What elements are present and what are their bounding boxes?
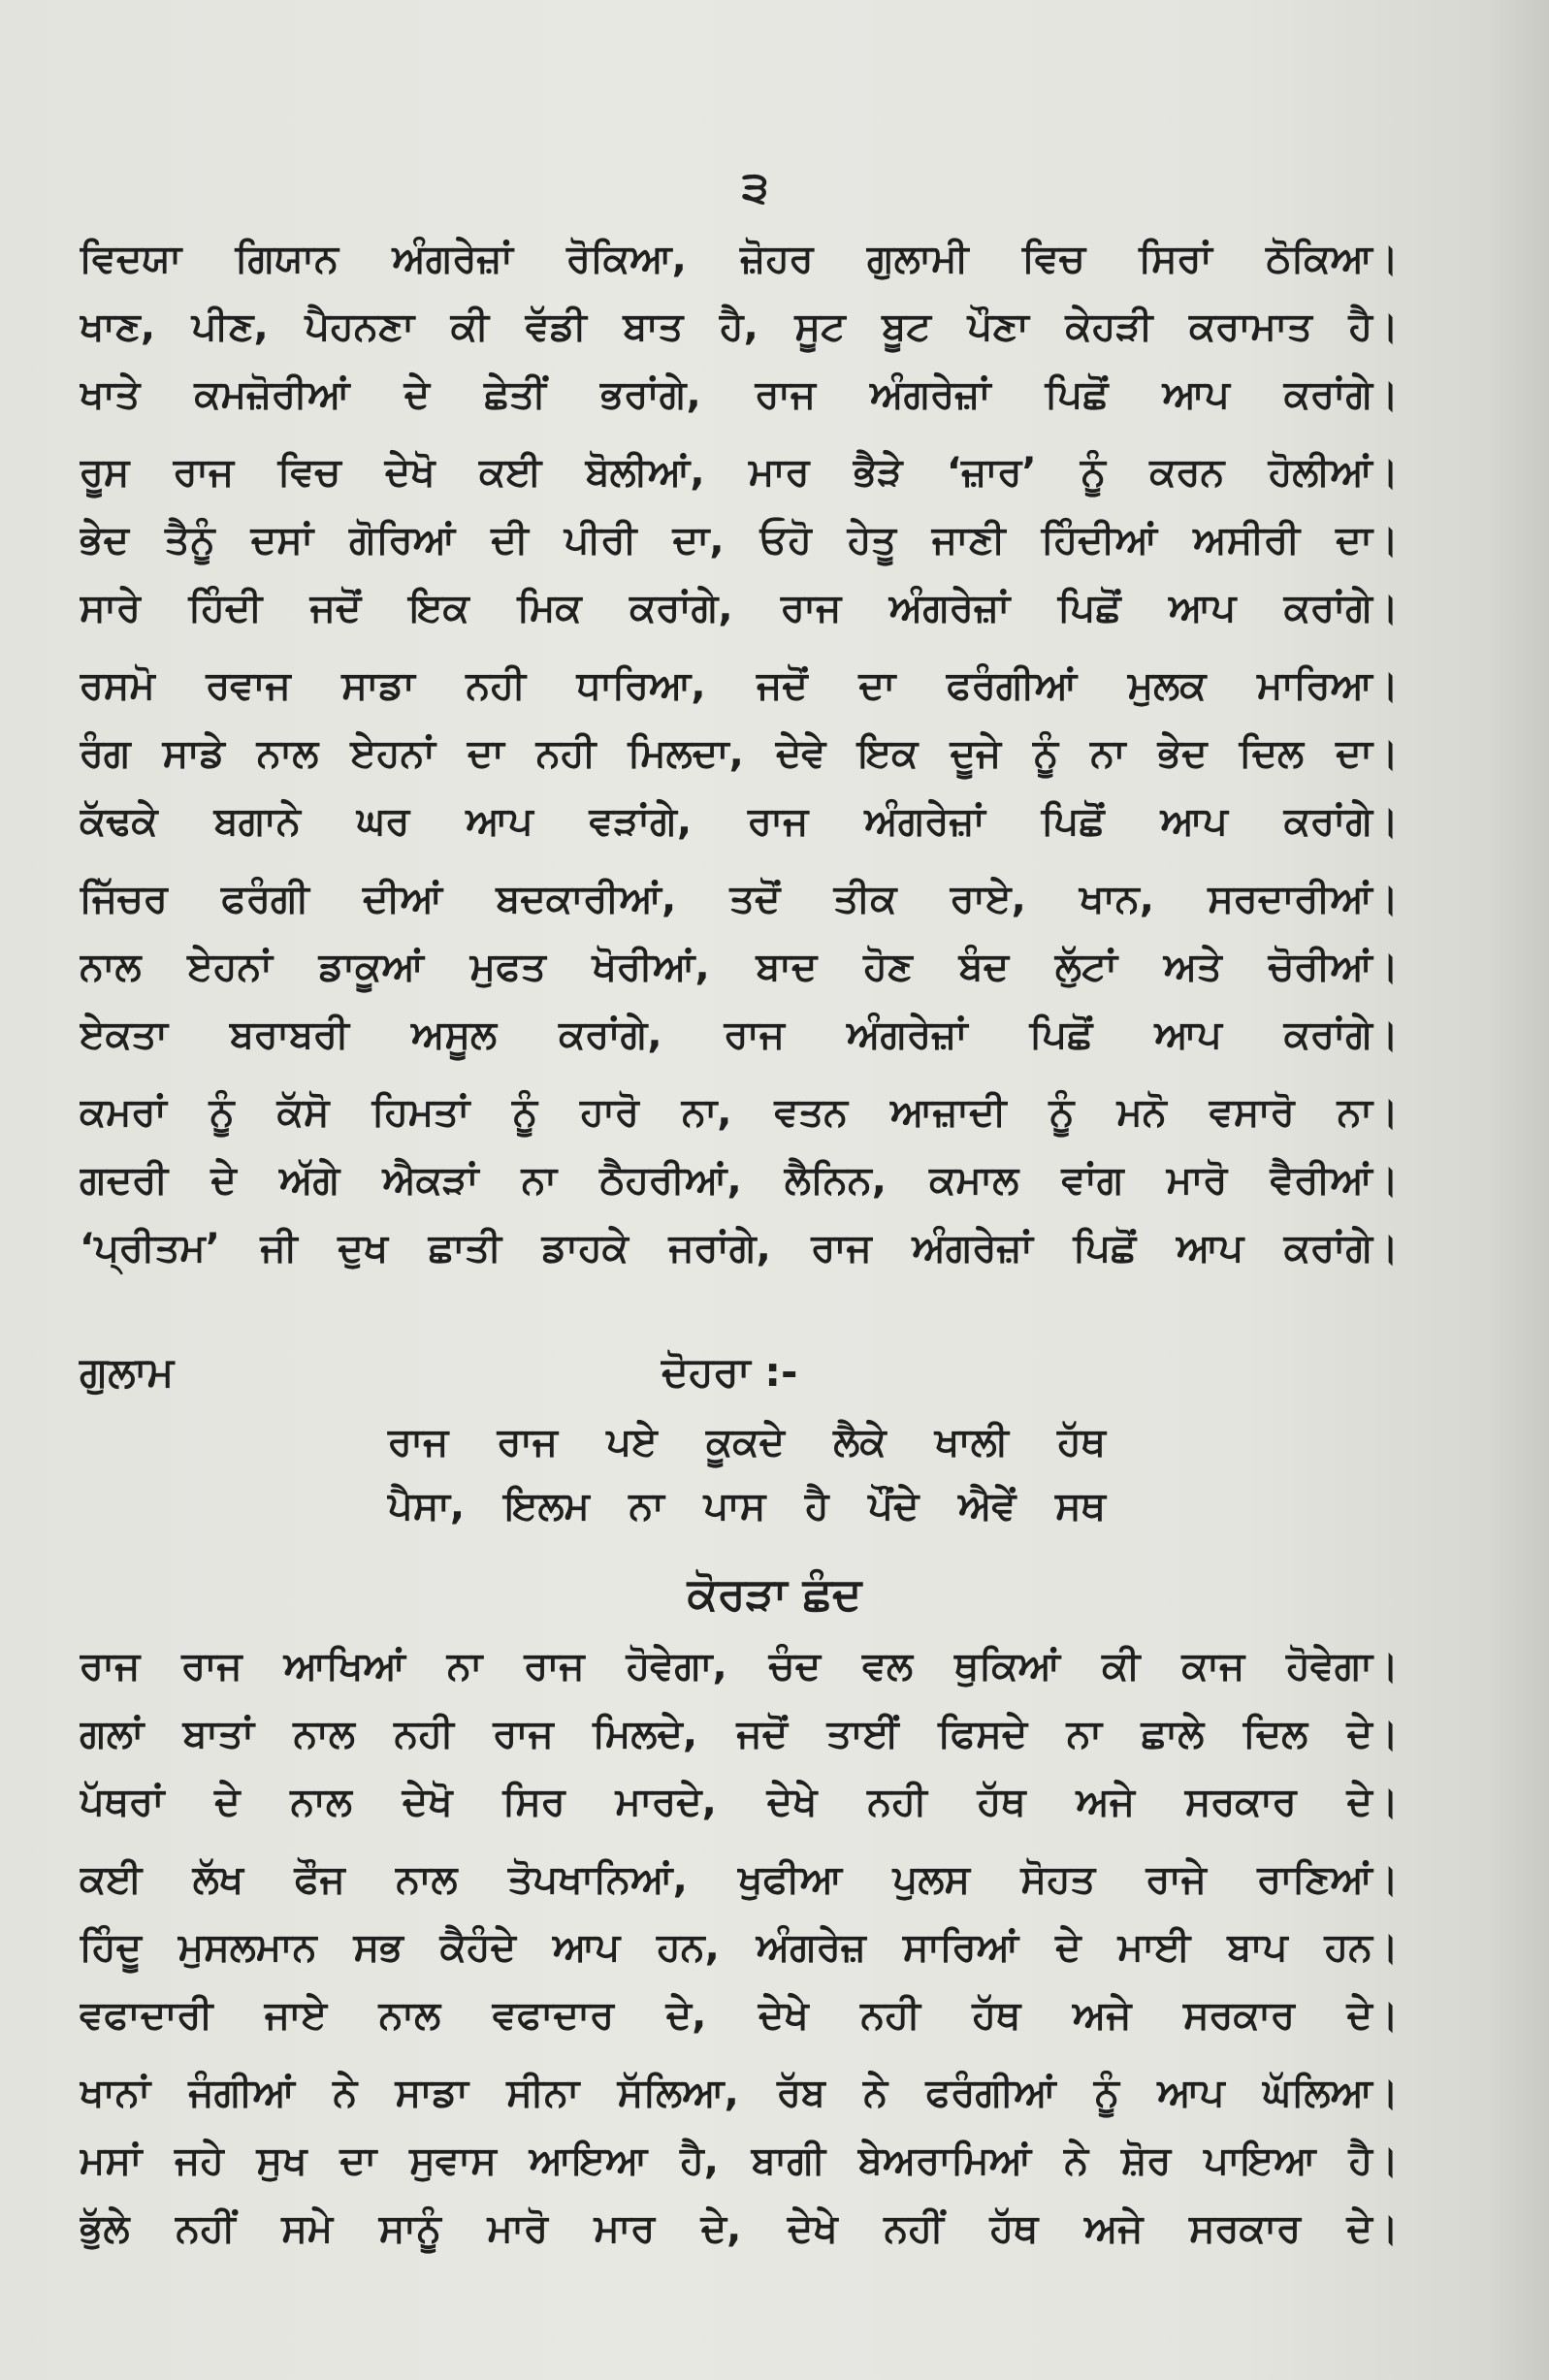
verse-line: ਕਮਰਾਂ ਨੂੰ ਕੱਸੋ ਹਿਮਤਾਂ ਨੂੰ ਹਾਰੋ ਨਾ, ਵਤਨ ਆਜ਼ਾਦੀ ਨੂੰ ਮਨੋ ਵਸਾਰੋ ਨਾ। bbox=[80, 1090, 1399, 1135]
heading-row bbox=[80, 1338, 1399, 1406]
stanza-8 bbox=[80, 2059, 1399, 2263]
stanza-3 bbox=[80, 652, 1399, 855]
verse-line: ਏਕਤਾ ਬਰਾਬਰੀ ਅਸੂਲ ਕਰਾਂਗੇ, ਰਾਜ ਅੰਗਰੇਜ਼ਾਂ ਪਿਛੋਂ ਆਪ ਕਰਾਂਗੇ। bbox=[80, 1013, 1399, 1057]
verse-line: ਜਿੱਚਰ ਫਰੰਗੀ ਦੀਆਂ ਬਦਕਾਰੀਆਂ, ਤਦੋਂ ਤੀਕ ਰਾਏ, ਖਾਨ, ਸਰਦਾਰੀਆਂ। bbox=[80, 877, 1399, 921]
verse-line: ਰੰਗ ਸਾਡੇ ਨਾਲ ਏਹਨਾਂ ਦਾ ਨਹੀ ਮਿਲਦਾ, ਦੇਵੇ ਇਕ ਦੂਜੇ ਨੂੰ ਨਾ ਭੇਦ ਦਿਲ ਦਾ। bbox=[80, 731, 1399, 776]
poem-part-2 bbox=[80, 1632, 1399, 2272]
stanza-1 bbox=[80, 225, 1399, 429]
verse-line: ਸਾਰੇ ਹਿੰਦੀ ਜਦੋਂ ਇਕ ਮਿਕ ਕਰਾਂਗੇ, ਰਾਜ ਅੰਗਰੇਜ਼ਾਂ ਪਿਛੋਂ ਆਪ ਕਰਾਂਗੇ। bbox=[80, 586, 1399, 630]
stanza-5 bbox=[80, 1078, 1399, 1282]
verse-line: ਰਾਜ ਰਾਜ ਆਖਿਆਂ ਨਾ ਰਾਜ ਹੋਵੇਗਾ, ਚੰਦ ਵਲ ਥੁਕਿਆਂ ਕੀ ਕਾਜ ਹੋਵੇਗਾ। bbox=[80, 1644, 1399, 1689]
verse-line: ਗਦਰੀ ਦੇ ਅੱਗੇ ਐਕੜਾਂ ਨਾ ਠੈਹਰੀਆਂ, ਲੈਨਿਨ, ਕਮਾਲ ਵਾਂਗ ਮਾਰੋ ਵੈਰੀਆਂ। bbox=[80, 1158, 1399, 1203]
verse-line: ਭੁੱਲੇ ਨਹੀਂ ਸਮੇ ਸਾਨੂੰ ਮਾਰੋ ਮਾਰ ਦੇ, ਦੇਖੇ ਨਹੀਂ ਹੱਥ ਅਜੇ ਸਰਕਾਰ ਦੇ। bbox=[80, 2206, 1399, 2251]
verse-line: ਕੱਢਕੇ ਬਗਾਨੇ ਘਰ ਆਪ ਵੜਾਂਗੇ, ਰਾਜ ਅੰਗਰੇਜ਼ਾਂ ਪਿਛੋਂ ਆਪ ਕਰਾਂਗੇ। bbox=[80, 799, 1399, 844]
verse-form-label: ਦੋਹਰਾ :- bbox=[662, 1348, 798, 1396]
poem-part-1 bbox=[80, 225, 1399, 1292]
verse-line: ਵਿਦਯਾ ਗਿਯਾਨ ਅੰਗਰੇਜ਼ਾਂ ਰੋਕਿਆ, ਜ਼ੋਹਰ ਗੁਲਾਮੀ ਵਿਚ ਸਿਰਾਂ ਠੋਕਿਆ। bbox=[80, 237, 1399, 281]
couplet bbox=[388, 1410, 1106, 1538]
verse-line: ਪੱਥਰਾਂ ਦੇ ਨਾਲ ਦੇਖੋ ਸਿਰ ਮਾਰਦੇ, ਦੇਖੇ ਨਹੀ ਹੱਥ ਅਜੇ ਸਰਕਾਰ ਦੇ। bbox=[80, 1780, 1399, 1824]
stanza-6 bbox=[80, 1632, 1399, 1836]
verse-line: ਕਈ ਲੱਖ ਫੌਜ ਨਾਲ ਤੋਪਖਾਨਿਆਂ, ਖੁਫੀਆ ਪੁਲਸ ਸੋਹਤ ਰਾਜੇ ਰਾਣਿਆਂ। bbox=[80, 1857, 1399, 1902]
section-title: ਕੋਰੜਾ ਛੰਦ bbox=[687, 1567, 862, 1620]
couplet-line: ਪੈਸਾ, ਇਲਮ ਨਾ ਪਾਸ ਹੈ ਪੌਂਦੇ ਐਵੇਂ ਸਥ bbox=[388, 1484, 1106, 1528]
verse-line: ਨਾਲ ਏਹਨਾਂ ਡਾਕੂਆਂ ਮੁਫਤ ਖੋਰੀਆਂ, ਬਾਦ ਹੋਣ ਬੰਦ ਲੁੱਟਾਂ ਅਤੇ ਚੋਰੀਆਂ। bbox=[80, 945, 1399, 989]
verse-line: ਵਫਾਦਾਰੀ ਜਾਏ ਨਾਲ ਵਫਾਦਾਰ ਦੇ, ਦੇਖੇ ਨਹੀ ਹੱਥ ਅਜੇ ਸਰਕਾਰ ਦੇ। bbox=[80, 1993, 1399, 2038]
page-number: ੩ bbox=[742, 163, 769, 212]
stanza-7 bbox=[80, 1846, 1399, 2049]
verse-line: ਮਸਾਂ ਜਹੇ ਸੁਖ ਦਾ ਸੁਵਾਸ ਆਇਆ ਹੈ, ਬਾਗੀ ਬੇਅਰਾਮਿਆਂ ਨੇ ਸ਼ੋਰ ਪਾਇਆ ਹੈ। bbox=[80, 2139, 1399, 2183]
stanza-2 bbox=[80, 438, 1399, 642]
verse-line: ਖਾਨਾਂ ਜੰਗੀਆਂ ਨੇ ਸਾਡਾ ਸੀਨਾ ਸੱਲਿਆ, ਰੱਬ ਨੇ ਫਰੰਗੀਆਂ ਨੂੰ ਆਪ ਘੱਲਿਆ। bbox=[80, 2071, 1399, 2115]
verse-line: ਖਾਤੇ ਕਮਜ਼ੋਰੀਆਂ ਦੇ ਛੇਤੀਂ ਭਰਾਂਗੇ, ਰਾਜ ਅੰਗਰੇਜ਼ਾਂ ਪਿਛੋਂ ਆਪ ਕਰਾਂਗੇ। bbox=[80, 372, 1399, 417]
verse-line: ਰਸਮੋ ਰਵਾਜ ਸਾਡਾ ਨਹੀ ਧਾਰਿਆ, ਜਦੋਂ ਦਾ ਫਰੰਗੀਆਂ ਮੁਲਕ ਮਾਰਿਆ। bbox=[80, 663, 1399, 708]
verse-line: ‘ਪ੍ਰੀਤਮ’ ਜੀ ਦੁਖ ਛਾਤੀ ਡਾਹਕੇ ਜਰਾਂਗੇ, ਰਾਜ ਅੰਗਰੇਜ਼ਾਂ ਪਿਛੋਂ ਆਪ ਕਰਾਂਗੇ। bbox=[80, 1226, 1399, 1270]
stanza-4 bbox=[80, 865, 1399, 1069]
verse-line: ਹਿੰਦੂ ਮੁਸਲਮਾਨ ਸਭ ਕੈਹੰਦੇ ਆਪ ਹਨ, ਅੰਗਰੇਜ਼ ਸਾਰਿਆਂ ਦੇ ਮਾਈ ਬਾਪ ਹਨ। bbox=[80, 1925, 1399, 1970]
couplet-line: ਰਾਜ ਰਾਜ ਪਏ ਕੂਕਦੇ ਲੈਕੇ ਖਾਲੀ ਹੱਥ bbox=[388, 1420, 1106, 1464]
author-label: ਗੁਲਾਮ bbox=[80, 1348, 175, 1396]
verse-line: ਖਾਣ, ਪੀਣ, ਪੈਹਨਣਾ ਕੀ ਵੱਡੀ ਬਾਤ ਹੈ, ਸੂਟ ਬੂਟ ਪੌਣਾ ਕੇਹੜੀ ਕਰਾਮਾਤ ਹੈ। bbox=[80, 305, 1399, 349]
verse-line: ਰੂਸ ਰਾਜ ਵਿਚ ਦੇਖੋ ਕਈ ਬੋਲੀਆਂ, ਮਾਰ ਭੈੜੇ ‘ਜ਼ਾਰ’ ਨੂੰ ਕਰਨ ਹੋਲੀਆਂ। bbox=[80, 450, 1399, 495]
verse-line: ਭੇਦ ਤੈਨੂੰ ਦਸਾਂ ਗੋਰਿਆਂ ਦੀ ਪੀਰੀ ਦਾ, ਓਹੋ ਹੇਤੂ ਜਾਣੀ ਹਿੰਦੀਆਂ ਅਸੀਰੀ ਦਾ। bbox=[80, 518, 1399, 563]
verse-line: ਗਲਾਂ ਬਾਤਾਂ ਨਾਲ ਨਹੀ ਰਾਜ ਮਿਲਦੇ, ਜਦੋਂ ਤਾਈਂ ਫਿਸਦੇ ਨਾ ਛਾਲੇ ਦਿਲ ਦੇ। bbox=[80, 1712, 1399, 1756]
